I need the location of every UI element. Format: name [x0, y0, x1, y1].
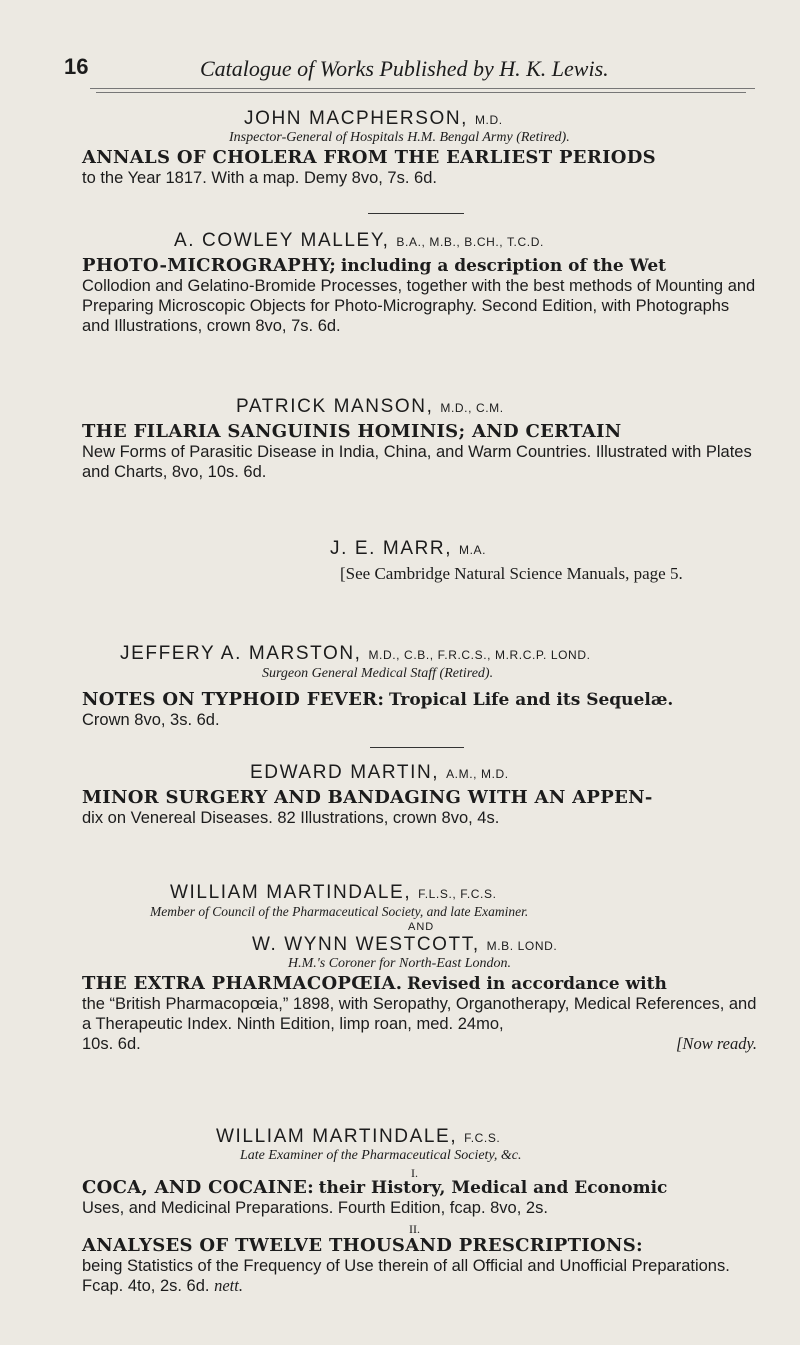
author-name: JEFFERY A. MARSTON, M.D., C.B., F.R.C.S., M.R.C.P. LOND.	[120, 643, 591, 664]
book-description: to the Year 1817. With a map. Demy 8vo, 7s. 6d.	[82, 169, 437, 187]
book-title: COCA, AND COCAINE:	[82, 1177, 315, 1198]
book-entry	[82, 1236, 757, 1296]
author-name: WILLIAM MARTINDALE, F.C.S.	[216, 1126, 501, 1147]
separator	[368, 213, 464, 214]
book-title: NOTES ON TYPHOID FEVER:	[82, 689, 385, 710]
author-name: J. E. MARR, M.A.	[330, 538, 487, 559]
book-description: Crown 8vo, 3s. 6d.	[82, 711, 220, 729]
work-numeral: II.	[409, 1222, 420, 1236]
author-subtitle: H.M.'s Coroner for North-East London.	[288, 956, 511, 971]
author-name: EDWARD MARTIN, A.M., M.D.	[250, 762, 509, 783]
book-title: ANNALS OF CHOLERA FROM THE EARLIEST PERIODS	[82, 147, 656, 168]
book-description: New Forms of Parasitic Disease in India, China, and Warm Countries. Illustrated with Plates and Charts, 8vo, 10s. 6d.	[82, 443, 752, 481]
book-entry	[82, 256, 757, 336]
book-title: THE FILARIA SANGUINIS HOMINIS; AND CERTAIN	[82, 421, 622, 442]
cross-reference: [See Cambridge Natural Science Manuals, page 5.	[340, 564, 683, 583]
book-title-rest: Revised in accordance with	[406, 974, 667, 994]
author-name: A. COWLEY MALLEY, B.A., M.B., B.CH., T.C.D.	[174, 230, 544, 251]
book-title: MINOR SURGERY AND BANDAGING WITH AN APPEN-	[82, 787, 653, 808]
conjunction: AND	[408, 921, 435, 933]
author-name: JOHN MACPHERSON, M.D.	[244, 108, 503, 129]
book-entry	[82, 148, 757, 188]
author-subtitle: Late Examiner of the Pharmaceutical Society, &c.	[240, 1148, 522, 1163]
book-title: ANALYSES OF TWELVE THOUSAND PRESCRIPTIONS:	[82, 1235, 643, 1256]
book-entry	[82, 1178, 757, 1218]
author-name: WILLIAM MARTINDALE, F.L.S., F.C.S.	[170, 882, 497, 903]
book-title-rest: including a description of the Wet	[340, 256, 667, 276]
separator	[370, 747, 464, 748]
work-numeral: I.	[411, 1166, 418, 1180]
book-entry	[82, 690, 757, 730]
author-subtitle: Surgeon General Medical Staff (Retired).	[262, 666, 494, 681]
page-number: 16	[64, 54, 89, 79]
header-rule	[90, 88, 755, 89]
book-description: Collodion and Gelatino-Bromide Processes, together with the best methods of Mounting and Preparing Microscopic Objects for Photo-Micrography. Second Edition, with Photographs and Illustrations, crown 8vo, 7s. 6d.	[82, 277, 756, 335]
running-title: Catalogue of Works Published by H. K. Lewis.	[200, 56, 609, 81]
book-title: THE EXTRA PHARMACOPŒIA.	[82, 973, 403, 994]
header-rule-inner	[96, 92, 746, 93]
book-title-rest: Tropical Life and its Sequelæ.	[388, 690, 674, 710]
book-description: being Statistics of the Frequency of Use therein of all Official and Unofficial Preparations. Fcap. 4to, 2s. 6d.	[82, 1257, 730, 1295]
book-description: dix on Venereal Diseases. 82 Illustrations, crown 8vo, 4s.	[82, 809, 500, 827]
book-entry	[82, 422, 757, 482]
status-note: [Now ready.	[676, 1034, 757, 1053]
author-subtitle: Inspector-General of Hospitals H.M. Bengal Army (Retired).	[229, 130, 570, 145]
author-name: PATRICK MANSON, M.D., C.M.	[236, 396, 504, 417]
price-note: nett.	[214, 1276, 243, 1295]
book-price: 10s. 6d.	[82, 1035, 141, 1053]
book-title-rest: their History, Medical and Economic	[318, 1178, 668, 1198]
book-description: the “British Pharmacopœia,” 1898, with Seropathy, Organotherapy, Medical References, and a Therapeutic Index. Ninth Edition, limp roan, med. 24mo,	[82, 995, 757, 1033]
book-title: PHOTO-MICROGRAPHY;	[82, 255, 337, 276]
author-name: W. WYNN WESTCOTT, M.B. LOND.	[252, 934, 558, 955]
book-entry	[82, 974, 757, 1054]
author-subtitle: Member of Council of the Pharmaceutical Society, and late Examiner.	[150, 904, 529, 919]
book-entry	[82, 788, 757, 828]
page-header	[64, 52, 760, 92]
book-description: Uses, and Medicinal Preparations. Fourth Edition, fcap. 8vo, 2s.	[82, 1199, 548, 1217]
